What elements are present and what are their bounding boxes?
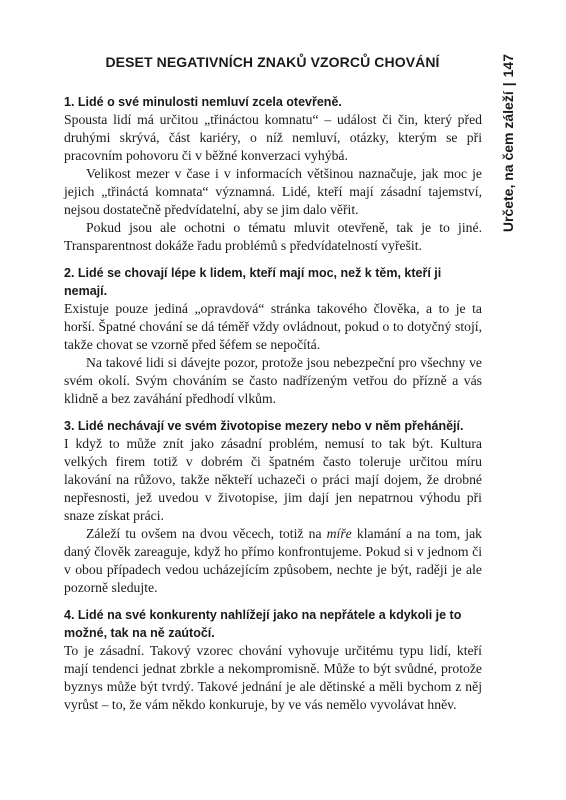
paragraph: Pokud jsou ale ochotni o tématu mluvit otevřeně, tak je to jiné. Transparentnost dokáže řadu problémů s předvídatelností vyřešit. [64,220,482,253]
section-heading: 3. Lidé nechávají ve svém životopise mezery nebo v něm přehánějí. [64,419,464,433]
paragraph [64,525,482,597]
separator: | [500,82,516,87]
paragraph-text: Záleží tu ovšem na dvou věcech, totiž na [86,526,327,541]
paragraph: Spousta lidí má určitou „třináctou komnatu“ – událost či čin, který před druhými skrývá, část kariéry, o níž nemluví, otázky, kterým se při pracovním pohovoru či v běžné konverzaci vyhýbá. [64,112,482,163]
section-heading: 4. Lidé na své konkurenty nahlížejí jako na nepřátele a kdykoli je to možné, tak na ně zaútočí. [64,608,462,640]
paragraph: Na takové lidi si dávejte pozor, protože jsou nebezpeční pro všechny ve svém okolí. Svým chováním se často nadřízeným vetřou do přízně a vás klidně a bez zaváhání předhodí vlkům. [64,355,482,406]
section-1 [64,93,482,255]
emphasized-word: míře [326,526,352,541]
section-heading: 1. Lidé o své minulosti nemluví zcela otevřeně. [64,95,342,109]
paragraph: I když to může znít jako zásadní problém, nemusí to tak být. Kultura velkých firem totiž v dobrém či špatném často toleruje určitou míru lakování na růžovo, takže někteří uchazeči o práci mají dojem, že drobné nepřesnosti, jež uvedou v životopise, jim dají jen nepatrnou výhodu při snaze získat práci. [64,436,482,523]
paragraph: To je zásadní. Takový vzorec chování vyhovuje určitému typu lidí, kteří mají tendenci jednat zbrkle a nekompromisně. Může to být svůdné, protože byznys může být tvrdý. Takové jednání je ale dětinské a měli bychom z něj vyrůst – to, že vám někdo konkuruje, by ve vás nemělo vyvolávat hněv. [64,643,482,712]
page-number: 147 [500,54,516,78]
running-header-text [498,54,518,274]
running-header [498,54,518,274]
paragraph: Velikost mezer v čase i v informacích většinou naznačuje, jak moc je jejich „třináctá komnata“ významná. Lidé, kteří mají zásadní tajemství, nejsou dostatečně předvídatelní, aby se jim dalo věřit. [64,166,482,217]
paragraph: Existuje pouze jediná „opravdová“ stránka takového člověka, a to je ta horší. Špatné chování se dá téměř vždy ovládnout, pokud o to dotyčný stojí, takže chovat se vzorně před šéfem se nepočítá. [64,301,482,352]
section-4 [64,606,482,714]
page-content [64,93,482,714]
section-3 [64,417,482,597]
section-2 [64,264,482,408]
paragraph-text: klamání a na tom, jak daný člověk zareaguje, když ho přímo konfrontujeme. Pokud si v jednom či v obou případech vedou ucházejícím způsobem, nechte je být, raději je ale pozorně sledujte. [64,526,482,595]
page-title: DESET NEGATIVNÍCH ZNAKŮ VZORCŮ CHOVÁNÍ [105,54,440,70]
section-heading: 2. Lidé se chovají lépe k lidem, kteří mají moc, než k těm, kteří ji nemají. [64,266,442,298]
chapter-label: Určete, na čem záleží [500,91,516,233]
